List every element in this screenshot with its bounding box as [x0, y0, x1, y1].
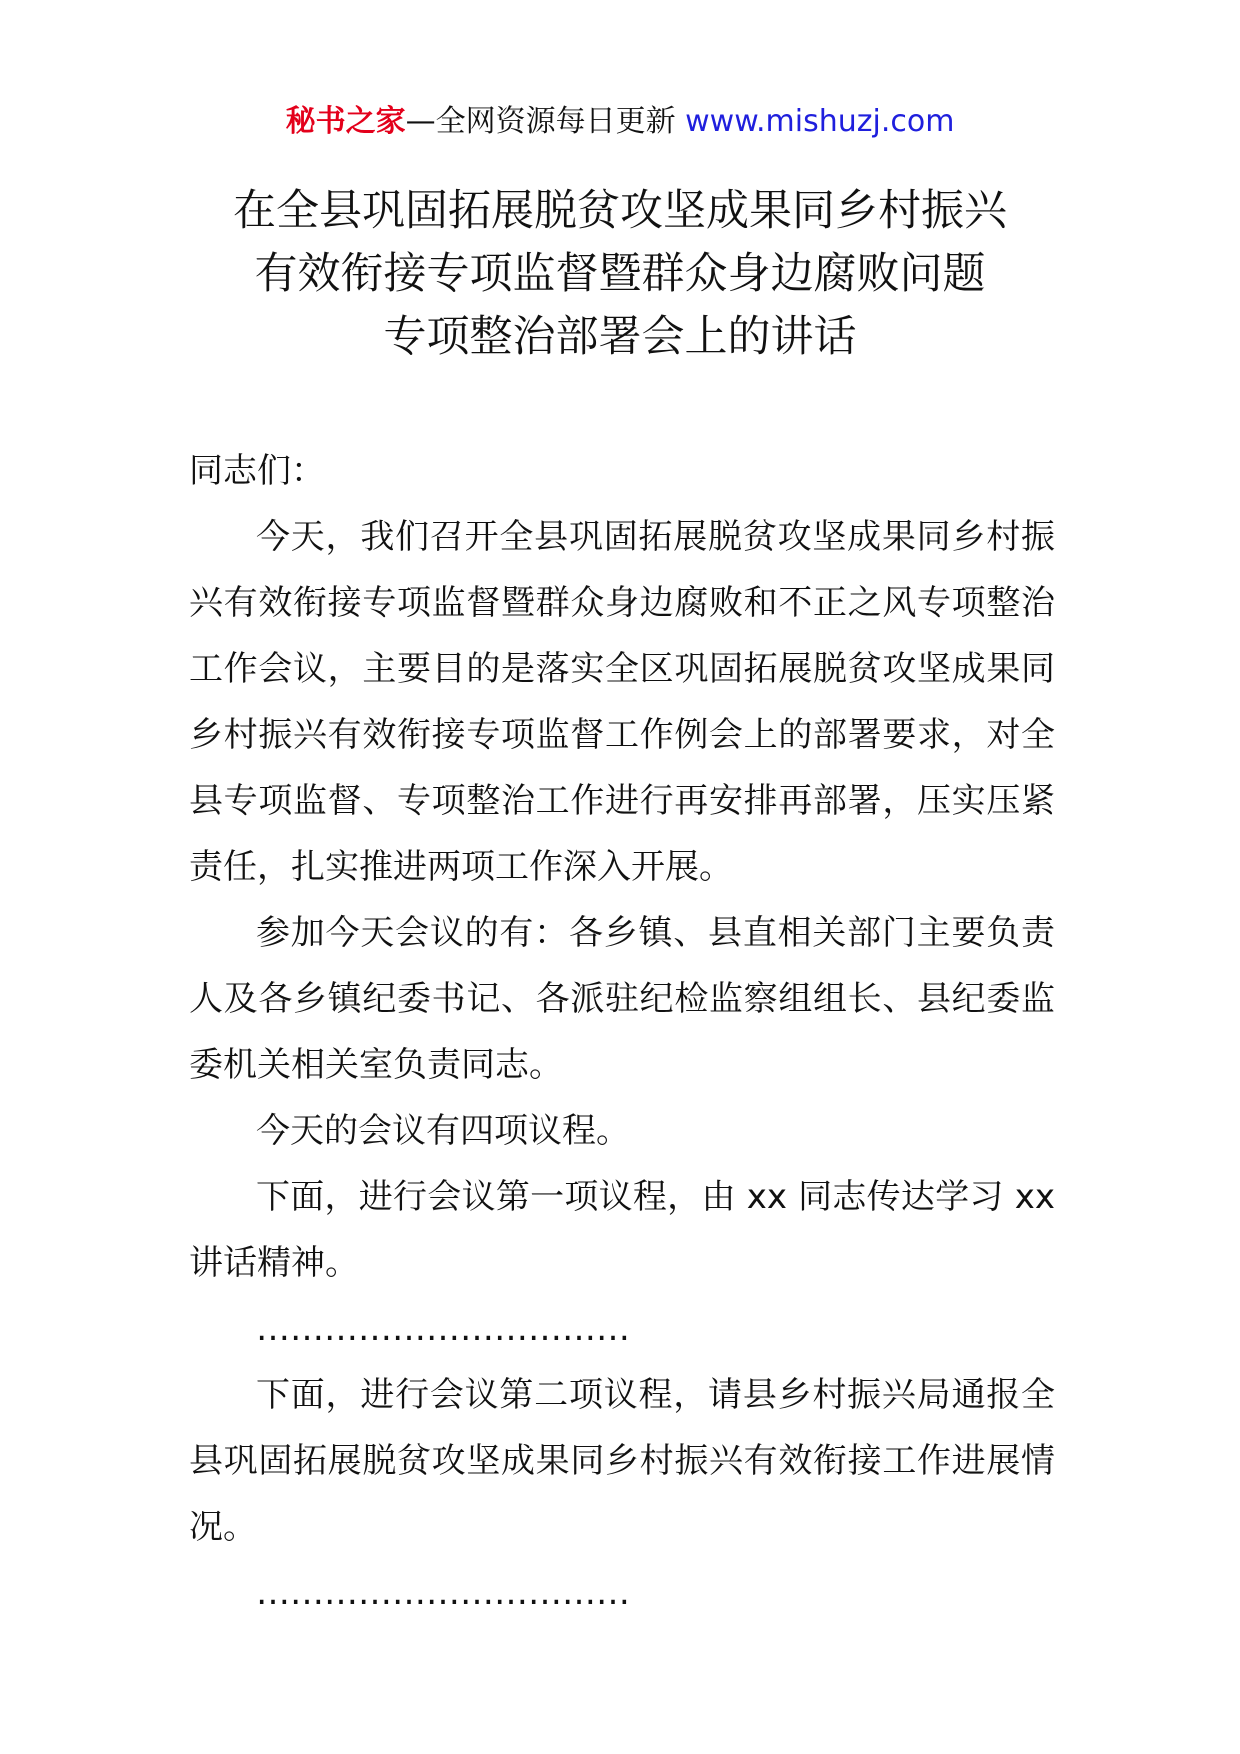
site-url-link[interactable]: www.mishuzj.com	[685, 104, 955, 139]
body-paragraph: 今天的会议有四项议程。	[256, 1111, 630, 1151]
site-slogan: —全网资源每日更新	[405, 104, 676, 139]
site-header	[0, 100, 1240, 144]
body-paragraph: 今天，我们召开全县巩固拓展脱贫攻坚成果同乡村振兴有效衔接专项监督暨群众身边腐败和不正之风专项整治工作会议，主要目的是落实全区巩固拓展脱贫攻坚成果同乡村振兴有效衔接专项监督工作例会上的部署要求，对全县专项监督、专项整治工作进行再安排再部署，压实压紧责任，扎实推进两项工作深入开展。	[189, 517, 1055, 887]
ellipsis-divider: ……………………………	[256, 1309, 630, 1349]
body-paragraph: 参加今天会议的有：各乡镇、县直相关部门主要负责人及各乡镇纪委书记、各派驻纪检监察组组长、县纪委监委机关相关室负责同志。	[189, 913, 1055, 1085]
body-paragraph: 下面，进行会议第二项议程，请县乡村振兴局通报全县巩固拓展脱贫攻坚成果同乡村振兴有效衔接工作进展情况。	[189, 1375, 1055, 1547]
document-body	[189, 438, 1055, 1626]
title-line: 在全县巩固拓展脱贫攻坚成果同乡村振兴	[233, 186, 1007, 236]
document-title	[0, 180, 1240, 369]
title-line: 有效衔接专项监督暨群众身边腐败问题	[254, 249, 986, 299]
salutation: 同志们：	[189, 451, 325, 491]
ellipsis-divider: ……………………………	[256, 1573, 630, 1613]
body-paragraph: 下面，进行会议第一项议程，由 xx 同志传达学习 xx 讲话精神。	[189, 1177, 1055, 1283]
site-brand: 秘书之家	[285, 104, 406, 139]
title-line: 专项整治部署会上的讲话	[383, 312, 857, 362]
